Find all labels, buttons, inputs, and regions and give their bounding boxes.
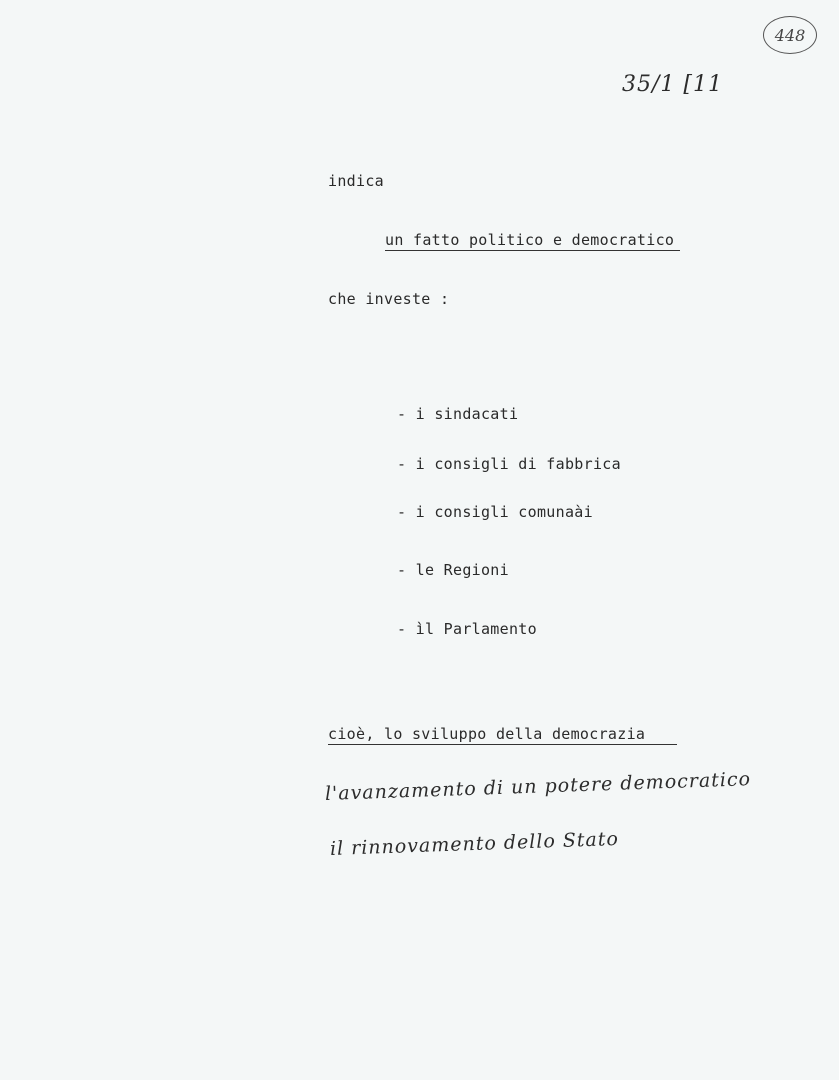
reference-note: 35/1 [11 (622, 72, 723, 97)
line-fact: un fatto politico e democratico (385, 231, 680, 251)
page-number-stamp (763, 16, 817, 54)
stamp-number: 448 (774, 25, 806, 45)
list-item: - i consigli comunaài (397, 503, 593, 521)
line-invests: che investe : (328, 290, 450, 308)
handwritten-note: il rinnovamento dello Stato (329, 827, 620, 860)
list-item: - le Regioni (397, 561, 509, 579)
line-conclusion: cioè, lo sviluppo della democrazia (328, 725, 677, 745)
handwritten-note: l'avanzamento di un potere democratico (324, 768, 752, 805)
list-item: - i consigli di fabbrica (397, 455, 621, 473)
list-item: - i sindacati (397, 405, 519, 423)
bleed-through-watermark (0, 620, 839, 740)
line-indica: indica (328, 172, 384, 190)
list-item: - ìl Parlamento (397, 620, 537, 638)
